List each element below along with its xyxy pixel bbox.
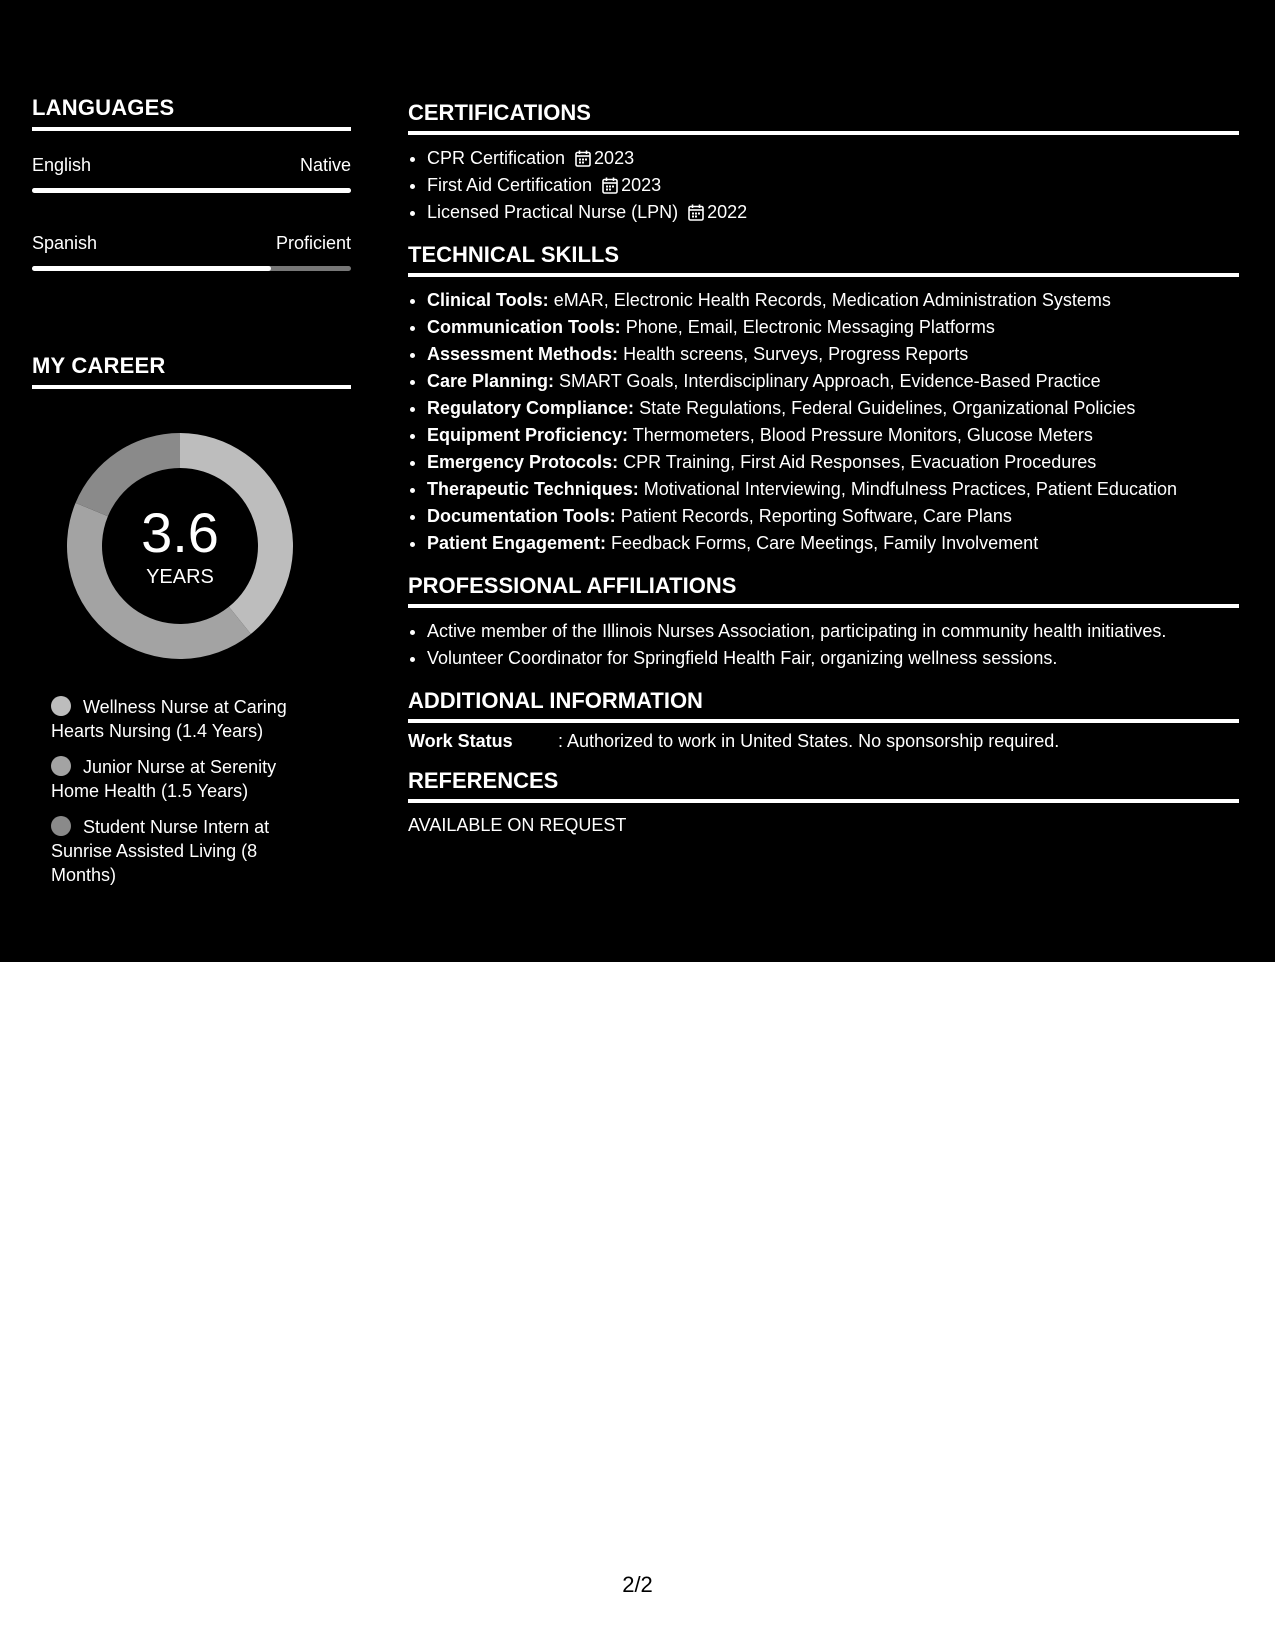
languages-heading: LANGUAGES xyxy=(32,95,351,131)
skill-text: CPR Training, First Aid Responses, Evacuation Procedures xyxy=(623,452,1097,472)
career-total-unit: YEARS xyxy=(146,565,214,588)
skill-label: Regulatory Compliance: xyxy=(427,398,635,418)
career-item xyxy=(51,695,311,743)
certifications-section xyxy=(408,100,1239,226)
skill-text: Motivational Interviewing, Mindfulness Practices, Patient Education xyxy=(643,479,1177,499)
main-column xyxy=(408,100,1239,852)
skill-label: Clinical Tools: xyxy=(427,290,549,310)
calendar-icon xyxy=(575,150,591,167)
career-item-text: Wellness Nurse at Caring Hearts Nursing (1.4 Years) xyxy=(51,697,287,741)
career-item xyxy=(51,755,311,803)
certification-item: • CPR Certification 2023 xyxy=(427,145,1239,172)
skill-item xyxy=(427,314,1239,341)
skill-item xyxy=(427,476,1239,503)
skill-label: Equipment Proficiency: xyxy=(427,425,629,445)
legend-dot-icon xyxy=(51,816,71,836)
language-name: Spanish xyxy=(32,233,98,253)
certification-item: • Licensed Practical Nurse (LPN) 2022 xyxy=(427,199,1239,226)
career-item-text: Student Nurse Intern at Sunrise Assisted Living (8 Months) xyxy=(51,817,270,885)
technical-skills-heading: TECHNICAL SKILLS xyxy=(408,242,1239,277)
work-status-value: : Authorized to work in United States. No sponsorship required. xyxy=(558,731,1060,751)
skill-item xyxy=(427,449,1239,476)
skill-text: Patient Records, Reporting Software, Care Plans xyxy=(620,506,1012,526)
technical-skills-section xyxy=(408,242,1239,557)
skill-item xyxy=(427,422,1239,449)
additional-info-section xyxy=(408,688,1239,752)
affiliations-list xyxy=(408,618,1239,672)
certification-year: 2022 xyxy=(707,202,748,222)
certification-year: 2023 xyxy=(621,175,662,195)
language-level: Native xyxy=(299,155,351,175)
skill-label: Documentation Tools: xyxy=(427,506,616,526)
skill-label: Assessment Methods: xyxy=(427,344,619,364)
calendar-icon xyxy=(688,204,704,221)
language-name: English xyxy=(32,155,92,175)
language-proficiency-bar xyxy=(32,266,351,271)
references-section xyxy=(408,768,1239,836)
career-item-text: Junior Nurse at Serenity Home Health (1.5 Years) xyxy=(51,757,277,801)
skill-text: Phone, Email, Electronic Messaging Platforms xyxy=(625,317,995,337)
career-donut-chart xyxy=(67,433,293,659)
language-proficiency-bar xyxy=(32,188,351,193)
affiliations-section xyxy=(408,573,1239,672)
page-number: 2/2 xyxy=(622,1572,653,1597)
additional-info-heading: ADDITIONAL INFORMATION xyxy=(408,688,1239,723)
language-level: Proficient xyxy=(275,233,351,253)
affiliation-item: • Volunteer Coordinator for Springfield Health Fair, organizing wellness sessions. xyxy=(427,645,1239,672)
skill-text: Feedback Forms, Care Meetings, Family Involvement xyxy=(611,533,1039,553)
skill-text: Thermometers, Blood Pressure Monitors, Glucose Meters xyxy=(632,425,1093,445)
technical-skills-list xyxy=(408,287,1239,557)
references-heading: REFERENCES xyxy=(408,768,1239,803)
work-status-label: Work Status xyxy=(408,731,513,751)
legend-dot-icon xyxy=(51,756,71,776)
skill-label: Care Planning: xyxy=(427,371,555,391)
language-english xyxy=(32,155,351,193)
skill-item xyxy=(427,503,1239,530)
affiliations-heading: PROFESSIONAL AFFILIATIONS xyxy=(408,573,1239,608)
skill-label: Therapeutic Techniques: xyxy=(427,479,639,499)
skill-item xyxy=(427,368,1239,395)
work-status-row xyxy=(408,731,1239,752)
certifications-list xyxy=(408,145,1239,226)
career-item xyxy=(51,815,311,887)
skill-label: Emergency Protocols: xyxy=(427,452,619,472)
references-text: AVAILABLE ON REQUEST xyxy=(408,815,627,835)
certification-item: • First Aid Certification 2023 xyxy=(427,172,1239,199)
skill-text: SMART Goals, Interdisciplinary Approach, Evidence-Based Practice xyxy=(559,371,1101,391)
skill-label: Communication Tools: xyxy=(427,317,621,337)
career-heading: MY CAREER xyxy=(32,353,351,389)
skill-item xyxy=(427,530,1239,557)
certification-year: 2023 xyxy=(594,148,635,168)
skill-item xyxy=(427,395,1239,422)
skill-label: Patient Engagement: xyxy=(427,533,607,553)
career-list xyxy=(51,695,311,887)
career-total-years: 3.6 xyxy=(141,500,219,564)
sidebar xyxy=(32,95,351,899)
calendar-icon xyxy=(602,177,618,194)
language-proficiency-fill xyxy=(32,266,271,271)
affiliation-item: • Active member of the Illinois Nurses Association, participating in community health initiatives. xyxy=(427,618,1239,645)
skill-text: eMAR, Electronic Health Records, Medication Administration Systems xyxy=(553,290,1111,310)
skill-text: Health screens, Surveys, Progress Reports xyxy=(623,344,969,364)
language-spanish xyxy=(32,233,351,271)
skill-text: State Regulations, Federal Guidelines, Organizational Policies xyxy=(639,398,1136,418)
certifications-heading: CERTIFICATIONS xyxy=(408,100,1239,135)
skill-item xyxy=(427,341,1239,368)
language-proficiency-fill xyxy=(32,188,351,193)
legend-dot-icon xyxy=(51,696,71,716)
skill-item xyxy=(427,287,1239,314)
